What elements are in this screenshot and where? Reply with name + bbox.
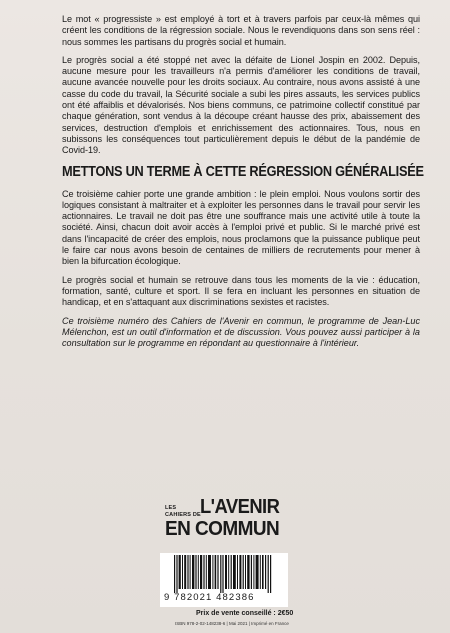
- price-text: Prix de vente conseillé : 2€50: [196, 610, 294, 617]
- barcode-digits: 9 782021 482386: [164, 592, 255, 603]
- logo-small-line1: LES: [165, 505, 177, 511]
- paragraph-ambition: Ce troisième cahier porte une grande ambition : le plein emploi. Nous voulons sortir des logiques consistant à maltraiter et à exploiter les personnes dans le travail pour servir les actionnaires. Le travail ne doit pas être une souffrance mais une activité utile à toute la société. Ainsi, chacun doit avoir accès à l'emploi privé et public. Si le marché privé est dans l'incapacité de créer des emplois, nous proclamons que la puissance publique peut le faire car nous avons besoin de centaines de milliers de recrutements pour mener à bien la bifurcation écologique.: [62, 188, 420, 267]
- logo-title-line1: L'AVENIR: [200, 496, 280, 518]
- text-column: [62, 14, 424, 349]
- paragraph-intro: Le mot « progressiste » est employé à tort et à travers parfois par ceux-là mêmes qui créent les conditions de la régression sociale. Nous le revendiquons dans son sens réel : nous sommes les partisans du progrès social et humain.: [62, 14, 420, 47]
- barcode: [160, 553, 288, 607]
- paragraph-progress: Le progrès social et humain se retrouve dans tous les moments de la vie : éducation, formation, santé, culture et sport. Il se fera en incluant les personnes en situation de handicap, et en s'attaquant aux discriminations sexistes et racistes.: [62, 274, 420, 308]
- logo-title-line2: EN COMMUN: [165, 518, 280, 540]
- isbn-line: ISBN 978-2-02-148238-6 | Mai 2021 | Imprimé en France: [175, 621, 289, 626]
- paragraph-cahier-info: Ce troisième numéro des Cahiers de l'Avenir en commun, le programme de Jean-Luc Mélenchon, est un outil d'information et de discussion. Vous pouvez aussi participer à la consultation sur le programme en répondant au questionnaire à l'intérieur.: [62, 315, 420, 349]
- logo-small-line2: CAHIERS DE: [165, 511, 201, 518]
- section-title: METTONS UN TERME À CETTE RÉGRESSION GÉNÉRALISÉE: [62, 163, 424, 180]
- barcode-bars: [174, 555, 274, 593]
- logo-small-text: [165, 505, 201, 518]
- paragraph-regression: Le progrès social a été stoppé net avec la défaite de Lionel Jospin en 2002. Depuis, aucune mesure pour les travailleurs n'a permis d'améliorer les conditions de travail, aucune avancée nouvelle pour les droits sociaux. Au contraire, nous avons assisté à une casse du code du travail, la Sécurité sociale a subi les pires assauts, les services publics ont été affaiblis et dévalorisés. Nos biens communs, ce patrimoine collectif constitué par chaque génération, sont vendus à la découpe créant hausse des prix, abaissement des services, destruction d'emplois et enrichissement des actionnaires. Tous, nous en subissons les conséquences tout particulièrement depuis le début de la pandémie de Covid-19.: [62, 54, 420, 156]
